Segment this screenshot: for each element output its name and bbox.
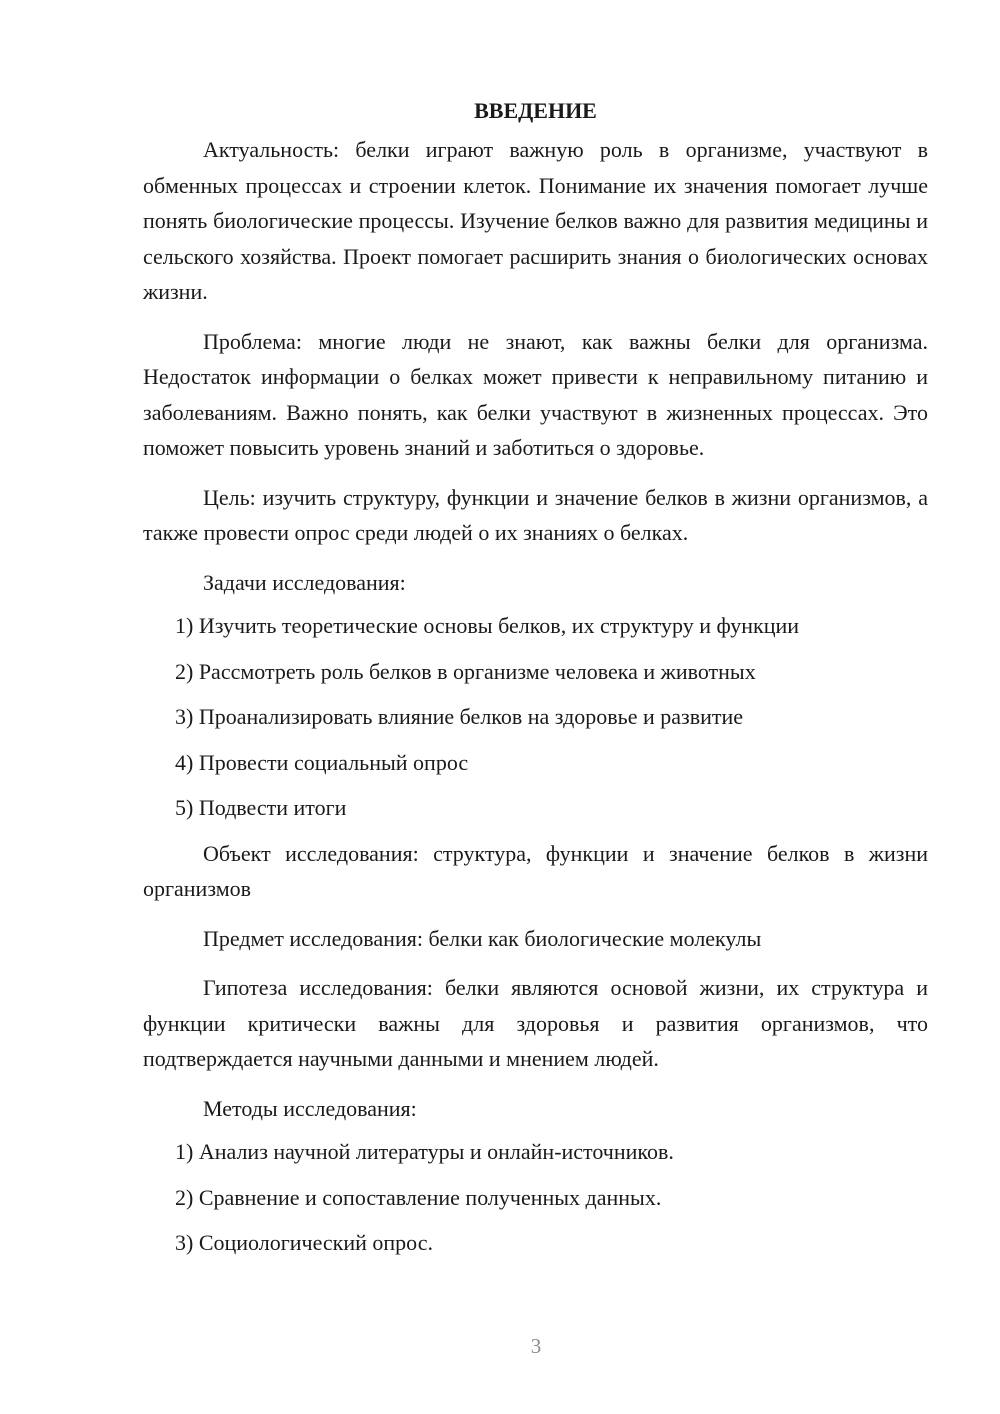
list-item: 2) Рассмотреть роль белков в организме человека и животных (175, 658, 756, 684)
document-body (143, 96, 928, 1271)
tasks-label: Задачи исследования: (203, 569, 406, 595)
tasks-list (143, 608, 928, 826)
list-item: 1) Изучить теоретические основы белков, их структуру и функции (175, 613, 800, 638)
methods-list (143, 1134, 928, 1261)
list-item: 3) Социологический опрос. (175, 1230, 433, 1255)
subject-paragraph: Предмет исследования: белки как биологические молекулы (203, 925, 762, 951)
list-item: 3) Проанализировать влияние белков на здоровье и развитие (175, 704, 744, 729)
list-item: 2) Сравнение и сопоставление полученных данных. (175, 1184, 662, 1210)
goal-paragraph: Цель: изучить структуру, функции и значение белков в жизни организмов, а также провести опрос среди людей о их знаниях о белках. (143, 484, 928, 545)
relevance-paragraph: Актуальность: белки играют важную роль в организме, участвуют в обменных процессах и строении клеток. Понимание их значения помогает лучше понять биологические процессы. Изучение белков важно для развития медицины и сельского хозяйства. Проект помогает расширить знания о биологических основах жизни. (143, 137, 928, 304)
page-number: 3 (530, 1334, 542, 1358)
object-paragraph: Объект исследования: структура, функции и значение белков в жизни организмов (143, 840, 928, 901)
list-item: 4) Провести социальный опрос (175, 749, 469, 775)
methods-label: Методы исследования: (203, 1095, 417, 1121)
problem-paragraph: Проблема: многие люди не знают, как важны белки для организма. Недостаток информации о белках может привести к неправильному питанию и заболеваниям. Важно понять, как белки участвуют в жизненных процессах. Это поможет повысить уровень знаний и заботиться о здоровье. (143, 328, 928, 460)
list-item: 5) Подвести итоги (175, 795, 347, 820)
list-item: 1) Анализ научной литературы и онлайн-источников. (175, 1139, 674, 1164)
hypothesis-paragraph: Гипотеза исследования: белки являются основой жизни, их структура и функции критически важны для здоровья и развития организмов, что подтверждается научными данными и мнением людей. (143, 975, 928, 1071)
section-heading: ВВЕДЕНИЕ (474, 98, 597, 123)
